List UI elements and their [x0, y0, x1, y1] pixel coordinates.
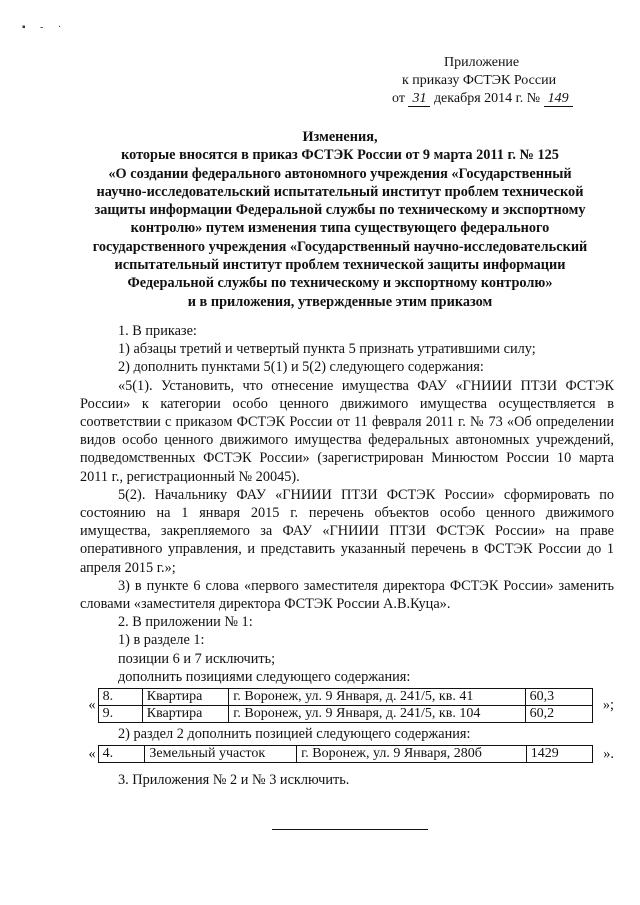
paragraph-appendix-1: 2. В приложении № 1:	[118, 614, 253, 631]
appendix-title: Приложение	[444, 55, 520, 70]
appendix-date-line	[392, 90, 622, 108]
table2-close-quote: ».	[603, 746, 614, 763]
title-line: испытательный институт проблем технической защиты информации	[114, 257, 566, 274]
paragraph-invalidate: 1) абзацы третий и четвертый пункта 5 признать утратившими силу;	[118, 341, 536, 358]
title-line: и в приложения, утвержденные этим приказом	[187, 293, 493, 310]
paragraph-5-1: «5(1). Установить, что отнесение имущества ФАУ «ГНИИИ ПТЗИ ФСТЭК России» к категории особо ценного движимого имущества осуществляется в соответствии с приказом ФСТЭК России от 11 февраля 2011 г. № 73 «Об определении видов особо ценного движимого имущества федеральных автономных учреждений, подведомственных ФСТЭК России» (зарегистрирован Минюстом России 10 марта 2011 г., регистрационный № 20045).	[80, 377, 614, 485]
paragraph-exclude-positions: позиции 6 и 7 исключить;	[118, 650, 276, 667]
cell-value: 60,2	[525, 706, 592, 723]
cell-number: 9.	[98, 706, 142, 723]
table2-open-quote: «	[88, 746, 96, 763]
table1-close-quote: »;	[602, 697, 614, 714]
title-line: контролю» путем изменения типа существующего федерального	[130, 220, 550, 237]
paragraph-order: 1. В приказе:	[118, 323, 197, 339]
title-heading: Изменения,	[302, 129, 378, 145]
document-body	[80, 322, 614, 790]
cell-address: г. Воронеж, ул. 9 Января, 280б	[297, 746, 527, 763]
table-row	[98, 746, 593, 763]
paragraph-section-2: 2) раздел 2 дополнить позицией следующего содержания:	[118, 726, 471, 743]
title-line: которые вносятся в приказ ФСТЭК России от 9 марта 2011 г. № 125	[121, 147, 559, 164]
cell-kind: Квартира	[142, 689, 229, 706]
end-divider	[272, 829, 428, 830]
title-line: государственного учреждения «Государственный научно-исследовательский	[92, 238, 588, 255]
appendix-number: 149	[544, 91, 573, 107]
appendix-month-year: декабря 2014 г. №	[433, 91, 541, 106]
scan-marks: ▪ - ·	[22, 22, 68, 33]
table1-open-quote: «	[88, 697, 96, 714]
cell-value: 60,3	[525, 689, 592, 706]
cell-kind: Земельный участок	[145, 746, 297, 763]
property-table	[98, 688, 593, 723]
appendix-date-prefix: от	[392, 91, 405, 106]
land-table	[98, 745, 594, 763]
paragraph-add-positions: дополнить позициями следующего содержания:	[118, 668, 411, 685]
table-row	[98, 706, 592, 723]
paragraph-5-2: 5(2). Начальнику ФАУ «ГНИИИ ПТЗИ ФСТЭК России» сформировать по состоянию на 1 января 2015 г. перечень объектов особо ценного движимого имущества, закрепляемого за ФАУ «ГНИИИ ПТЗИ ФСТЭК России» на праве оперативного управления, и представить указанный перечень в ФСТЭК России до 1 апреля 2015 г.»;	[80, 486, 614, 576]
table2-wrapper	[80, 745, 614, 763]
cell-value: 1429	[526, 746, 593, 763]
title-line: научно-исследовательский испытательный институт проблем технической	[96, 183, 584, 200]
appendix-order: к приказу ФСТЭК России	[402, 73, 557, 88]
paragraph-item-6: 3) в пункте 6 слова «первого заместителя директора ФСТЭК России» заменить словами «заместителя директора ФСТЭК России А.В.Куца».	[80, 577, 614, 613]
table-row	[98, 689, 592, 706]
cell-kind: Квартира	[142, 706, 229, 723]
title-line: «О создании федерального автономного учреждения «Государственный	[108, 165, 572, 182]
paragraph-supplement: 2) дополнить пунктами 5(1) и 5(2) следующего содержания:	[118, 359, 484, 376]
cell-number: 8.	[98, 689, 142, 706]
appendix-day: 31	[408, 91, 430, 107]
title-line: защиты информации Федеральной службы по техническому и экспортному	[94, 202, 586, 219]
document-title	[60, 128, 620, 311]
cell-address: г. Воронеж, ул. 9 Января, д. 241/5, кв. 104	[229, 706, 525, 723]
appendix-header	[392, 54, 622, 108]
paragraph-section-1: 1) в разделе 1:	[118, 632, 205, 649]
table1-wrapper	[80, 688, 614, 723]
title-line: Федеральной службы по техническому и экспортному контролю»	[127, 275, 553, 292]
cell-address: г. Воронеж, ул. 9 Января, д. 241/5, кв. 41	[229, 689, 525, 706]
paragraph-exclude-appendices: 3. Приложения № 2 и № 3 исключить.	[118, 772, 350, 789]
cell-number: 4.	[98, 746, 145, 763]
